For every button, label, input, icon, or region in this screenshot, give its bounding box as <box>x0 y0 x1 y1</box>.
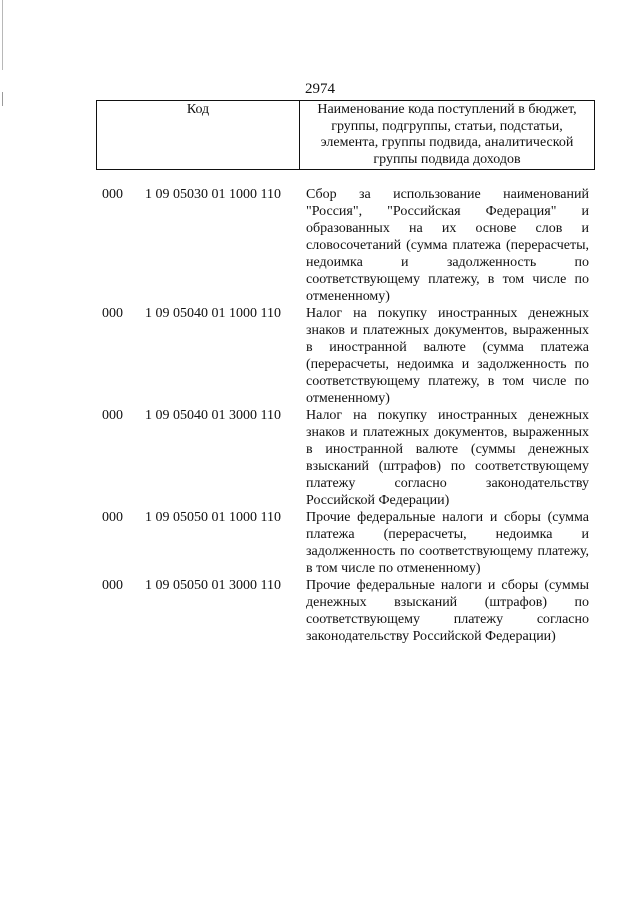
header-code-column: Код <box>97 101 300 169</box>
table-row <box>0 305 640 407</box>
row-revenue-code: 1 09 05030 01 1000 110 <box>145 187 281 202</box>
row-prefix-code: 000 <box>102 578 123 593</box>
row-prefix-code: 000 <box>102 510 123 525</box>
row-revenue-code: 1 09 05040 01 3000 110 <box>145 408 281 423</box>
row-prefix-code: 000 <box>102 408 123 423</box>
table-header <box>96 100 595 170</box>
row-description: Прочие федеральные налоги и сборы (суммы денежных взысканий (штрафов) по соответствующему платежу согласно законодательству Российской Федерации) <box>306 578 589 644</box>
row-description: Прочие федеральные налоги и сборы (сумма платежа (перерасчеты, недоимка и задолженность по соответствующему платежу, в том числе по отмененному) <box>306 510 589 576</box>
table-body <box>0 186 640 645</box>
header-name-column: Наименование кода поступлений в бюджет, группы, подгруппы, статьи, подстатьи, элемента, группы подвида, аналитической группы подвида доходов <box>317 102 577 167</box>
page-edge-line <box>2 0 3 70</box>
row-description: Налог на покупку иностранных денежных знаков и платежных документов, выраженных в иностранной валюте (суммы денежных взысканий (штрафов) по соответствующему платежу согласно законодательству Российской Федерации) <box>306 408 589 508</box>
row-description: Сбор за использование наименований "Россия", "Российская Федерация" и образованных на их основе слов и словосочетаний (сумма платежа (перерасчеты, недоимка и задолженность по соответствующему платежу, в том числе по отмененному) <box>306 187 589 304</box>
page-number: 2974 <box>305 81 335 97</box>
row-description: Налог на покупку иностранных денежных знаков и платежных документов, выраженных в иностранной валюте (сумма платежа (перерасчеты, недоимка и задолженность по соответствующему платежу, в том числе по отмененному) <box>306 306 589 406</box>
row-revenue-code: 1 09 05050 01 3000 110 <box>145 578 281 593</box>
table-row <box>0 577 640 645</box>
row-revenue-code: 1 09 05050 01 1000 110 <box>145 510 281 525</box>
row-prefix-code: 000 <box>102 187 123 202</box>
row-revenue-code: 1 09 05040 01 1000 110 <box>145 306 281 321</box>
table-row <box>0 407 640 509</box>
row-prefix-code: 000 <box>102 306 123 321</box>
table-row <box>0 509 640 577</box>
table-row <box>0 186 640 305</box>
